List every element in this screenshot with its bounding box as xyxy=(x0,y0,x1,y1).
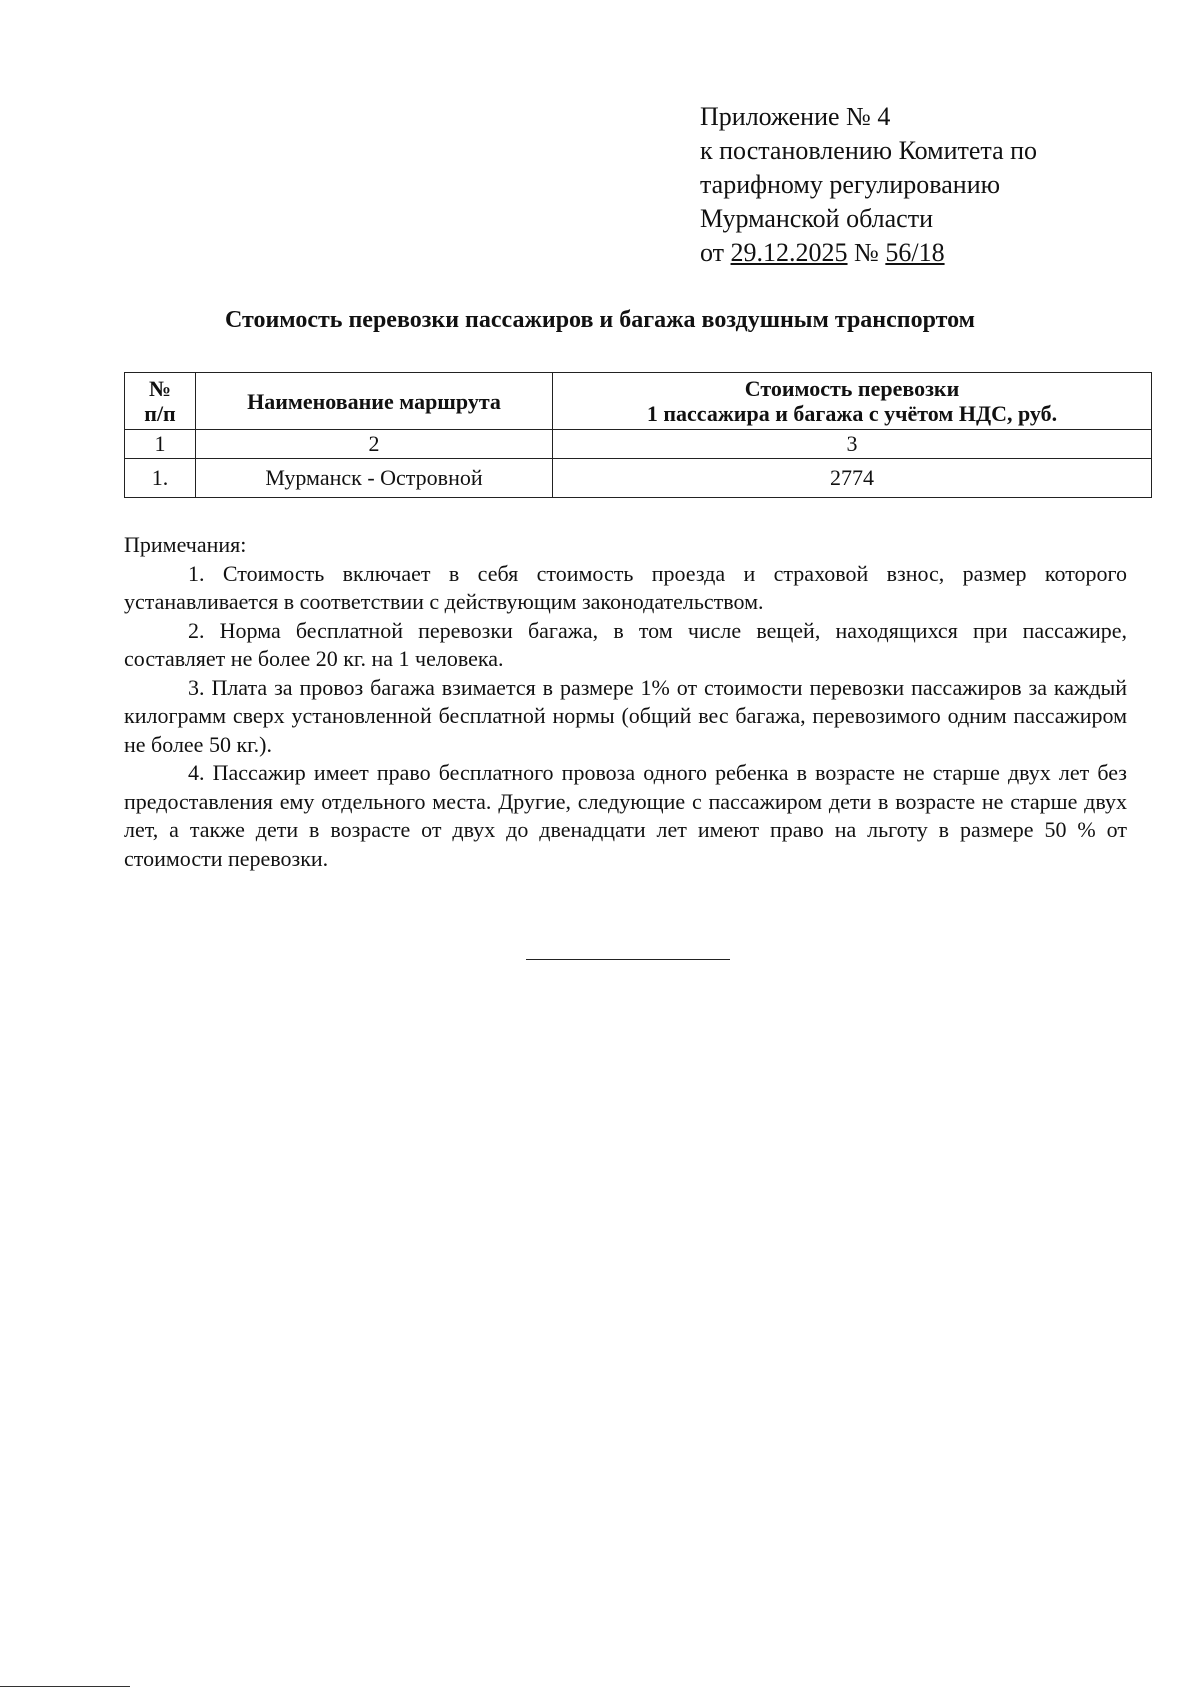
header-route: Наименование маршрута xyxy=(196,373,553,430)
header-number-abbr: п/п xyxy=(144,401,176,426)
scan-edge-line xyxy=(0,1686,130,1687)
date-prefix: от xyxy=(700,238,731,267)
header-price-line1: Стоимость перевозки xyxy=(744,376,960,401)
column-number-cell: 2 xyxy=(196,430,553,459)
route-name: Мурманск - Островной xyxy=(196,459,553,498)
appendix-ref-line: к постановлению Комитета по xyxy=(700,136,1038,165)
column-number-row xyxy=(125,430,1152,459)
row-number: 1. xyxy=(125,459,196,498)
header-price-line2: 1 пассажира и багажа с учётом НДС, руб. xyxy=(646,401,1058,426)
document-title: Стоимость перевозки пассажиров и багажа воздушным транспортом xyxy=(224,307,975,333)
route-price: 2774 xyxy=(553,459,1152,498)
number-prefix: № xyxy=(847,238,886,267)
appendix-ref-line: Мурманской области xyxy=(700,204,933,233)
tariff-table xyxy=(124,372,1152,498)
note-item: 3. Плата за провоз багажа взимается в размере 1% от стоимости перевозки пассажиров за каждый килограмм сверх установленной бесплатной нормы (общий вес багажа, перевозимого одним пассажиром не более 50 кг.). xyxy=(124,674,1127,757)
end-divider xyxy=(526,959,730,960)
header-number xyxy=(125,373,196,430)
appendix-number: Приложение № 4 xyxy=(700,102,891,131)
notes-section xyxy=(124,531,1127,873)
column-number-cell: 1 xyxy=(125,430,196,459)
note-item: 4. Пассажир имеет право бесплатного провоза одного ребенка в возрасте не старше двух лет без предоставления ему отдельного места. Другие, следующие с пассажиром дети в возрасте не старше двух лет, а также дети в возрасте от двух до двенадцати лет имеют право на льготу в размере 50 % от стоимости перевозки. xyxy=(124,760,1127,871)
resolution-date: 29.12.2025 xyxy=(730,238,848,267)
resolution-date-line xyxy=(700,236,1037,270)
table-row xyxy=(125,459,1152,498)
header-price xyxy=(553,373,1152,430)
appendix-header xyxy=(700,100,1037,270)
column-number-cell: 3 xyxy=(553,430,1152,459)
appendix-ref-line: тарифному регулированию xyxy=(700,170,1001,199)
notes-title: Примечания: xyxy=(124,532,247,557)
header-number-sign: № xyxy=(148,376,172,401)
resolution-number: 56/18 xyxy=(885,238,945,267)
note-item: 1. Стоимость включает в себя стоимость проезда и страховой взнос, размер которого устанавливается в соответствии с действующим законодательством. xyxy=(124,560,1127,614)
table-header-row xyxy=(125,373,1152,430)
note-item: 2. Норма бесплатной перевозки багажа, в том числе вещей, находящихся при пассажире, составляет не более 20 кг. на 1 человека. xyxy=(124,617,1127,671)
